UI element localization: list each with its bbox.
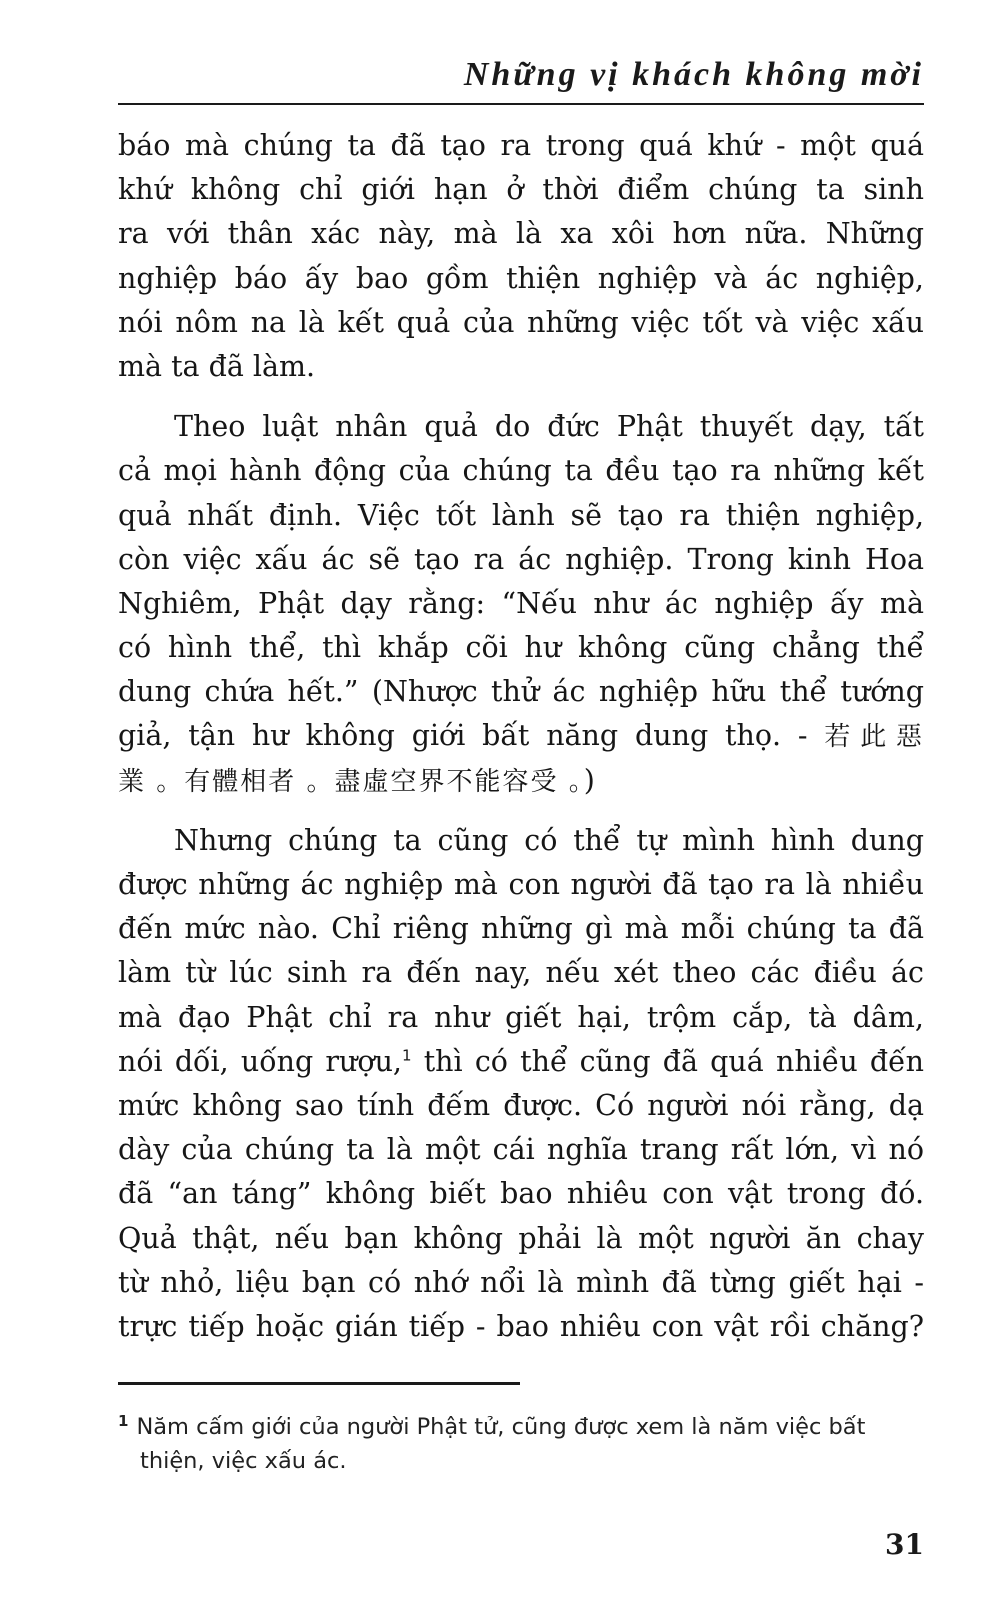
running-header — [118, 50, 924, 105]
text-line-with-cjk — [118, 714, 924, 758]
text-line: mức không sao tính đếm được. Có người nói rằng, dạ — [118, 1088, 924, 1122]
footnote-line: thiện, việc xấu ác. — [140, 1448, 347, 1474]
text-segment: thì có thể cũng đã quá nhiều đến — [411, 1044, 924, 1078]
footnote-reference[interactable]: 1 — [401, 1046, 412, 1065]
closing-paren: ) — [583, 763, 595, 797]
text-line: dày của chúng ta là một cái nghĩa trang rất lớn, vì nó — [118, 1133, 924, 1167]
text-segment: nói dối, uống rượu, — [118, 1044, 402, 1078]
text-line-with-footnote-ref — [118, 1040, 924, 1084]
text-segment: giả, tận hư không giới bất năng dung thọ. - — [118, 719, 825, 753]
text-line-cjk — [118, 759, 924, 803]
text-line: được những ác nghiệp mà con người đã tạo ra là nhiều — [118, 868, 924, 901]
text-line: Theo luật nhân quả do đức Phật thuyết dạy, tất — [174, 410, 924, 444]
page-number: 31 — [885, 1528, 924, 1561]
text-line: mà đạo Phật chỉ ra như giết hại, trộm cắp, tà dâm, — [118, 1000, 924, 1034]
cjk-text: 業 。有體相者 。盡虛空界不能容受 。 — [118, 766, 584, 797]
text-line: nói nôm na là kết quả của những việc tốt và việc xấu — [118, 305, 924, 339]
text-line: trực tiếp hoặc gián tiếp - bao nhiêu con vật rồi chăng? — [118, 1309, 924, 1343]
text-line: khứ không chỉ giới hạn ở thời điểm chúng ta sinh — [118, 173, 924, 207]
footnote-divider — [118, 1382, 520, 1385]
text-line: đến mức nào. Chỉ riêng những gì mà mỗi chúng ta đã — [118, 912, 924, 946]
running-title: Những vị khách không mời — [463, 56, 924, 93]
footnote-mark: 1 — [118, 1411, 129, 1430]
text-line: Nhưng chúng ta cũng có thể tự mình hình dung — [174, 823, 924, 857]
paragraph-1 — [118, 124, 924, 389]
text-line: có hình thể, thì khắp cõi hư không cũng chẳng thể — [118, 631, 924, 665]
text-line: báo mà chúng ta đã tạo ra trong quá khứ - một quá — [118, 129, 924, 162]
cjk-text: 若此惡 — [824, 722, 924, 753]
text-line: đã “an táng” không biết bao nhiêu con vật trong đó. — [118, 1177, 924, 1211]
text-line: còn việc xấu ác sẽ tạo ra ác nghiệp. Trong kinh Hoa — [118, 542, 924, 576]
text-line: Nghiêm, Phật dạy rằng: “Nếu như ác nghiệp ấy mà — [118, 586, 924, 620]
text-line: cả mọi hành động của chúng ta đều tạo ra những kết — [118, 454, 924, 488]
footnote-text: Năm cấm giới của người Phật tử, cũng được xem là năm việc bất — [136, 1414, 866, 1440]
paragraph-2 — [118, 405, 924, 803]
text-line: làm từ lúc sinh ra đến nay, nếu xét theo các điều ác — [118, 956, 924, 990]
text-line: Quả thật, nếu bạn không phải là một người ăn chay — [118, 1221, 924, 1255]
text-line: quả nhất định. Việc tốt lành sẽ tạo ra thiện nghiệp, — [118, 498, 924, 532]
paragraph-3 — [118, 819, 924, 1349]
footnote-line — [118, 1410, 924, 1444]
body-text — [118, 124, 924, 1349]
text-line: nghiệp báo ấy bao gồm thiện nghiệp và ác nghiệp, — [118, 261, 924, 295]
text-line: từ nhỏ, liệu bạn có nhớ nổi là mình đã từng giết hại - — [118, 1265, 924, 1299]
text-line: ra với thân xác này, mà là xa xôi hơn nữa. Những — [118, 217, 924, 251]
text-line: dung chứa hết.” (Nhược thử ác nghiệp hữu thể tướng — [118, 675, 924, 709]
text-line: mà ta đã làm. — [118, 349, 316, 383]
footnote — [118, 1410, 924, 1478]
